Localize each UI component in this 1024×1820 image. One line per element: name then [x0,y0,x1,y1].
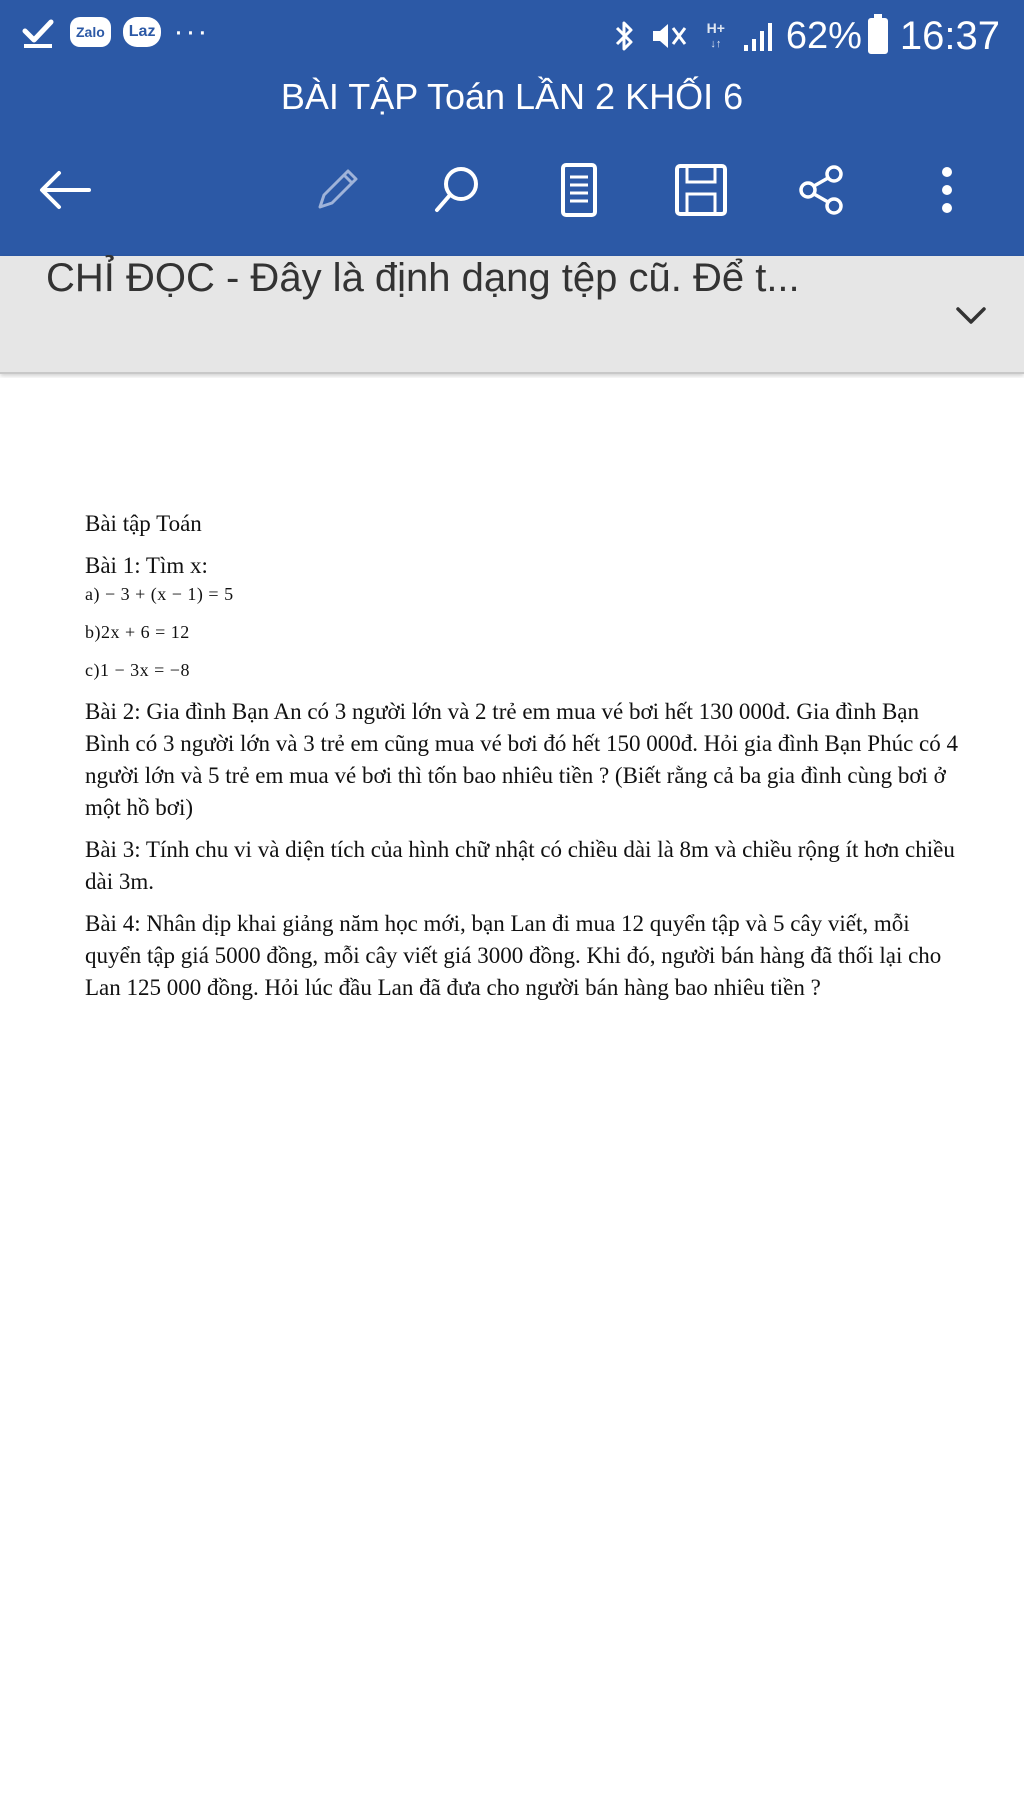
equation-c: c)1 − 3x = −8 [85,660,190,680]
back-arrow-icon [37,168,93,212]
doc-heading: Bài tập Toán [85,511,202,536]
status-bar [0,0,1024,72]
toolbar [0,140,1024,240]
reading-view-button[interactable] [534,140,624,240]
exercise-4: Bài 4: Nhân dịp khai giảng năm học mới, bạn Lan đi mua 12 quyển tập và 5 cây viết, mỗi quyển tập giá 5000 đồng, mỗi cây viết giá 3000 đồng. Khi đó, người bán hàng đã thối lại cho Lan 125 000 đồng. Hỏi lúc đầu Lan đã đưa cho người bán hàng bao nhiêu tiền ? [85,911,942,1000]
checkmark-icon [20,14,56,50]
equation-b: b)2x + 6 = 12 [85,622,190,642]
share-button[interactable] [777,140,867,240]
more-options-button[interactable] [902,140,992,240]
read-only-banner[interactable] [0,256,1024,374]
back-button[interactable] [20,140,110,240]
more-notifications-icon: ··· [173,15,210,48]
save-icon [673,162,729,218]
equation-a: a) − 3 + (x − 1) = 5 [85,584,234,604]
exercise-1-title: Bài 1: Tìm x: [85,553,208,578]
bluetooth-icon [612,18,636,54]
document-title: BÀI TẬP Toán LẦN 2 KHỐI 6 [280,76,744,117]
reading-view-icon [559,162,599,218]
clock: 16:37 [899,13,1000,58]
edit-button[interactable] [292,140,382,240]
mute-vibrate-icon [650,19,690,53]
laz-icon: Laz [123,17,162,47]
document-page [0,378,1024,1820]
more-vertical-icon [937,162,957,218]
share-icon [794,162,850,218]
document-content [85,508,965,1014]
network-type-icon: H+ ↓↑ [706,20,725,50]
search-icon [429,162,485,218]
battery-percent: 62% [785,14,862,57]
exercise-2: Bài 2: Gia đình Bạn An có 3 người lớn và 2 trẻ em mua vé bơi hết 130 000đ. Gia đình Bạn Bình có 3 người lớn và 3 trẻ em cũng mua vé bơi đó hết 150 000đ. Hỏi gia đình Bạn Phúc có 4 người lớn và 5 trẻ em mua vé bơi thì tốn bao nhiêu tiền ? (Biết rằng cả ba gia đình cùng bơi ở một hồ bơi) [85,699,958,820]
zalo-icon: Zalo [70,17,111,47]
battery-icon [868,18,888,54]
find-button[interactable] [412,140,502,240]
chevron-down-icon[interactable] [946,290,996,340]
signal-icon [742,21,776,51]
save-button[interactable] [656,140,746,240]
exercise-3: Bài 3: Tính chu vi và diện tích của hình chữ nhật có chiều dài là 8m và chiều rộng ít hơn chiều dài 3m. [85,837,955,894]
pencil-icon [310,163,364,217]
app-header [0,0,1024,256]
read-only-message: CHỈ ĐỌC - Đây là định dạng tệp cũ. Để t... [46,256,800,300]
